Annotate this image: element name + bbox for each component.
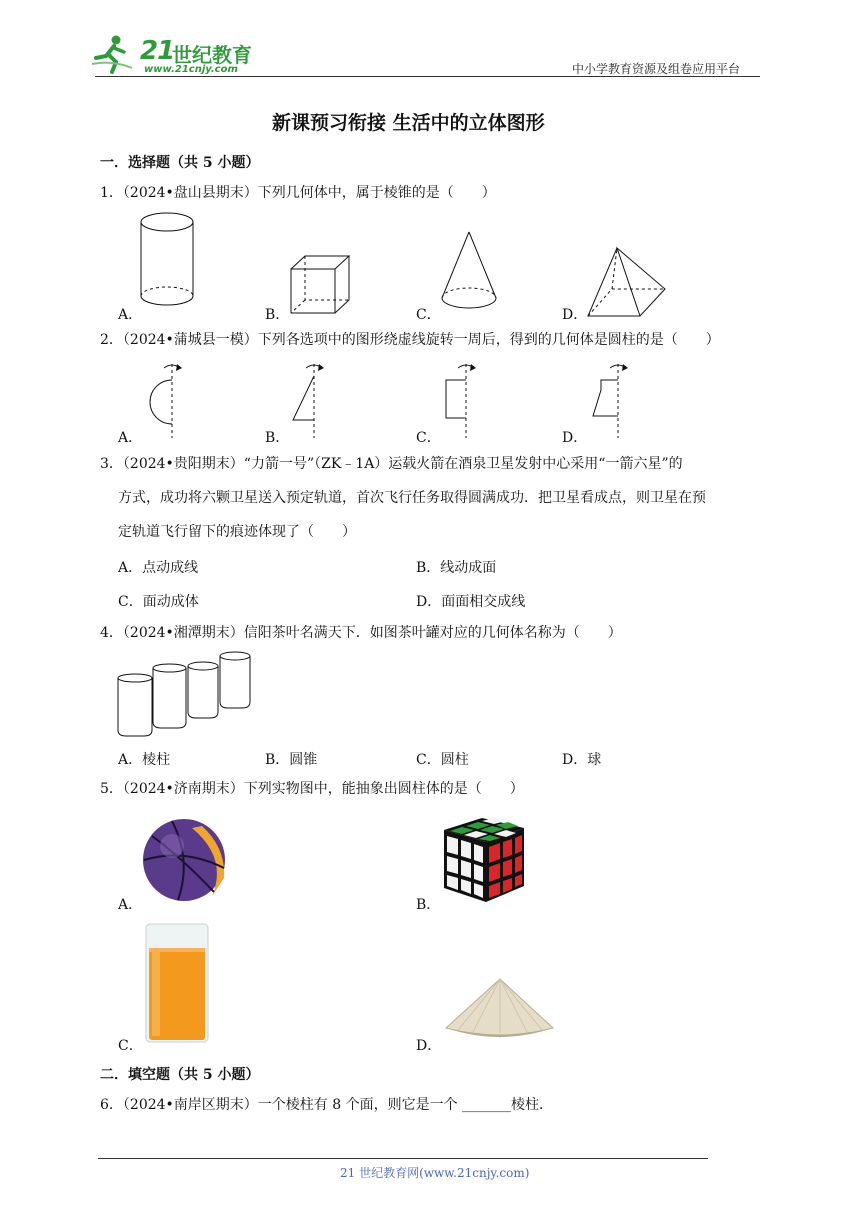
q3-option-c[interactable]: C．面动成体 — [118, 594, 199, 610]
juice-glass-image — [144, 922, 214, 1047]
pyramid-figure — [585, 247, 675, 327]
logo-title: 世纪教育 — [172, 43, 252, 67]
triangle-rotation-figure — [287, 362, 337, 442]
runner-icon — [92, 34, 132, 74]
cube-figure — [290, 255, 360, 325]
header-divider — [95, 76, 760, 77]
q5-option-b[interactable]: B． — [416, 897, 441, 913]
question-3-line-1: 3．（2024•贵阳期末）“力箭一号”（ZK﹣1A）运载火箭在酒泉卫星发射中心采用“一箭六星”的 — [100, 456, 683, 472]
q4-option-c[interactable]: C．圆柱 — [416, 752, 469, 768]
q1-option-c[interactable]: C． — [416, 307, 441, 323]
basketball-image — [142, 818, 232, 908]
question-3-line-3: 定轨道飞行留下的痕迹体现了（ ） — [118, 524, 356, 540]
q1-option-b[interactable]: B． — [265, 307, 290, 323]
platform-name: 中小学教育资源及组卷应用平台 — [572, 62, 741, 76]
question-6-text: 6．（2024•南岸区期末）一个棱柱有 8 个面，则它是一个 _______棱柱． — [100, 1097, 554, 1113]
semicircle-rotation-figure — [140, 362, 190, 442]
question-1-text: 1．（2024•盘山县期末）下列几何体中，属于棱锥的是（ ） — [100, 185, 496, 201]
q2-option-a[interactable]: A． — [118, 430, 143, 446]
q3-option-d[interactable]: D．面面相交成线 — [416, 594, 526, 610]
q3-option-a[interactable]: A．点动成线 — [118, 560, 199, 576]
logo — [92, 34, 262, 76]
q2-option-d[interactable]: D． — [562, 430, 588, 446]
question-5-text: 5．（2024•济南期末）下列实物图中，能抽象出圆柱体的是（ ） — [100, 781, 524, 797]
logo-number: 21 — [140, 36, 175, 66]
footer-divider — [98, 1158, 708, 1159]
q5-option-a[interactable]: A． — [118, 897, 143, 913]
q5-option-c[interactable]: C． — [118, 1038, 143, 1054]
q2-option-b[interactable]: B． — [265, 430, 290, 446]
q2-option-c[interactable]: C． — [416, 430, 441, 446]
q4-option-a[interactable]: A．棱柱 — [118, 752, 171, 768]
trapezoid-rotation-figure — [587, 362, 637, 442]
question-4-text: 4．（2024•湘潭期末）信阳茶叶名满天下．如图茶叶罐对应的几何体名称为（ ） — [100, 625, 622, 641]
tea-cans-figure — [116, 650, 256, 742]
section-heading-fill: 二．填空题（共 5 小题） — [100, 1067, 260, 1083]
logo-url: www.21cnjy.com — [144, 64, 238, 75]
question-2-text: 2．（2024•蒲城县一模）下列各选项中的图形绕虚线旋转一周后，得到的几何体是圆柱的是（ ） — [100, 332, 720, 348]
q1-option-d[interactable]: D． — [562, 307, 588, 323]
q4-option-d[interactable]: D．球 — [562, 752, 602, 768]
rectangle-rotation-figure — [440, 362, 490, 442]
rubiks-cube-image — [438, 816, 528, 906]
section-heading-choice: 一．选择题（共 5 小题） — [100, 155, 260, 171]
page-title: 新课预习衔接 生活中的立体图形 — [272, 112, 545, 134]
cylinder-figure — [140, 212, 200, 312]
footer-source[interactable]: 21 世纪教育网(www.21cnjy.com) — [340, 1166, 530, 1180]
q4-option-b[interactable]: B．圆锥 — [265, 752, 318, 768]
q1-option-a[interactable]: A． — [118, 307, 143, 323]
q3-option-b[interactable]: B．线动成面 — [416, 560, 497, 576]
cone-figure — [438, 230, 508, 320]
q5-option-d[interactable]: D． — [416, 1038, 442, 1054]
conical-hat-image — [442, 976, 557, 1046]
question-3-line-2: 方式，成功将六颗卫星送入预定轨道，首次飞行任务取得圆满成功．把卫星看成点，则卫星在预 — [118, 490, 706, 506]
